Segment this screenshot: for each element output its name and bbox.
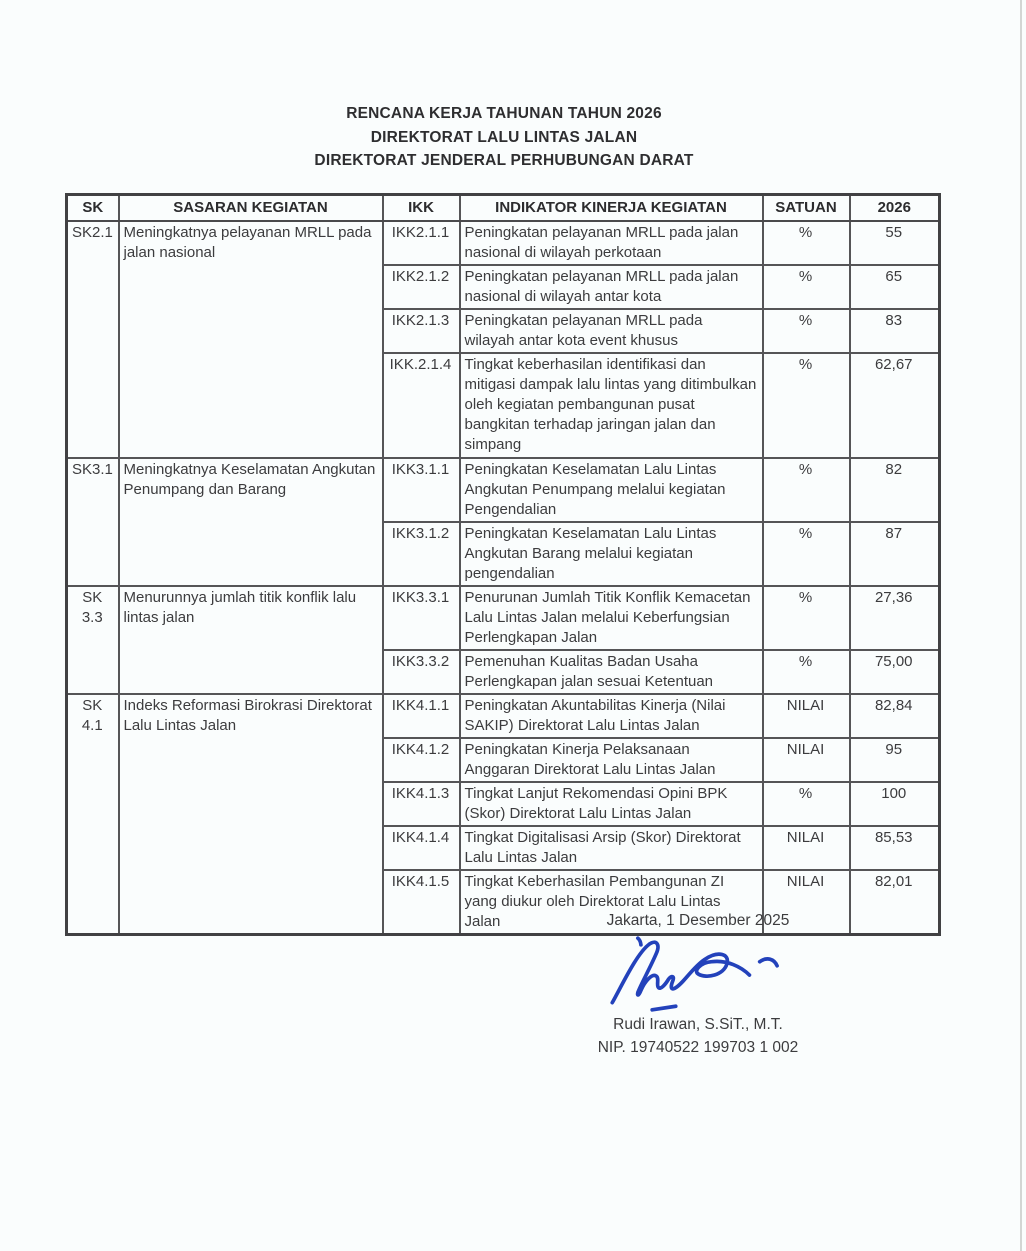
- indikator-cell: Pemenuhan Kualitas Badan Usaha Perlengkapan jalan sesuai Ketentuan: [460, 650, 763, 694]
- ikk-code-cell: IKK4.1.2: [383, 738, 460, 782]
- sk-cell: [67, 694, 119, 935]
- target-cell: 83: [850, 309, 940, 353]
- target-cell: 100: [850, 782, 940, 826]
- target-cell: 75,00: [850, 650, 940, 694]
- sk-cell: [67, 458, 119, 586]
- satuan-cell: %: [763, 522, 850, 586]
- scan-edge-artifact: [1020, 0, 1022, 1251]
- signatory-nip: NIP. 19740522 199703 1 002: [597, 1038, 799, 1056]
- sasaran-cell: Menurunnya jumlah titik konflik lalu lintas jalan: [119, 586, 383, 694]
- indikator-cell: Peningkatan Kinerja Pelaksanaan Anggaran Direktorat Lalu Lintas Jalan: [460, 738, 763, 782]
- indikator-cell: Peningkatan pelayanan MRLL pada wilayah antar kota event khusus: [460, 309, 763, 353]
- sasaran-cell: Meningkatnya Keselamatan Angkutan Penumpang dan Barang: [119, 458, 383, 586]
- document-title: [0, 102, 1008, 173]
- indikator-cell: Tingkat keberhasilan identifikasi dan mitigasi dampak lalu lintas yang ditimbulkan oleh kegiatan pembangunan pusat bangkitan terhadap jaringan jalan dan simpang: [460, 353, 763, 458]
- indikator-cell: Tingkat Digitalisasi Arsip (Skor) Direktorat Lalu Lintas Jalan: [460, 826, 763, 870]
- satuan-cell: NILAI: [763, 826, 850, 870]
- target-cell: 82: [850, 458, 940, 522]
- ikk-code-cell: IKK4.1.4: [383, 826, 460, 870]
- table-row: [67, 221, 940, 265]
- table-header-row: [67, 195, 940, 222]
- ikk-code-cell: IKK3.3.2: [383, 650, 460, 694]
- signatory-name: Rudi Irawan, S.SiT., M.T.: [613, 1016, 783, 1033]
- header-satuan: SATUAN: [763, 195, 850, 222]
- header-year: 2026: [850, 195, 940, 222]
- sk-code: SK3.1: [72, 461, 113, 478]
- target-cell: 95: [850, 738, 940, 782]
- header-sasaran: SASARAN KEGIATAN: [119, 195, 383, 222]
- satuan-cell: %: [763, 458, 850, 522]
- target-cell: 27,36: [850, 586, 940, 650]
- signature-scribble: [606, 931, 811, 1017]
- ikk-code-cell: IKK4.1.5: [383, 870, 460, 935]
- sk-code-line2: 3.3: [81, 609, 103, 626]
- sk-code: SK: [82, 589, 103, 606]
- satuan-cell: NILAI: [763, 694, 850, 738]
- sk-cell: [67, 221, 119, 458]
- sk-code: SK2.1: [72, 224, 113, 241]
- signature-dot: [638, 938, 641, 945]
- satuan-cell: %: [763, 353, 850, 458]
- indikator-cell: Penurunan Jumlah Titik Konflik Kemacetan Lalu Lintas Jalan melalui Keberfungsian Perlengkapan Jalan: [460, 586, 763, 650]
- target-cell: 65: [850, 265, 940, 309]
- indikator-cell: Peningkatan pelayanan MRLL pada jalan nasional di wilayah antar kota: [460, 265, 763, 309]
- indikator-cell: Peningkatan Akuntabilitas Kinerja (Nilai SAKIP) Direktorat Lalu Lintas Jalan: [460, 694, 763, 738]
- sasaran-cell: Indeks Reformasi Birokrasi Direktorat Lalu Lintas Jalan: [119, 694, 383, 935]
- table-row: [67, 586, 940, 650]
- signature-underline: [652, 1006, 676, 1010]
- target-cell: 82,84: [850, 694, 940, 738]
- sk-code: SK: [82, 697, 103, 714]
- ikk-code-cell: IKK2.1.2: [383, 265, 460, 309]
- doc-title-line-1: RENCANA KERJA TAHUNAN TAHUN 2026: [346, 105, 662, 122]
- table-row: [67, 694, 940, 738]
- target-cell: 62,67: [850, 353, 940, 458]
- satuan-cell: %: [763, 309, 850, 353]
- ikk-code-cell: IKK2.1.3: [383, 309, 460, 353]
- target-cell: 85,53: [850, 826, 940, 870]
- satuan-cell: NILAI: [763, 870, 850, 935]
- sasaran-cell: Meningkatnya pelayanan MRLL pada jalan nasional: [119, 221, 383, 458]
- indikator-cell: Tingkat Lanjut Rekomendasi Opini BPK (Skor) Direktorat Lalu Lintas Jalan: [460, 782, 763, 826]
- header-ikk: IKK: [383, 195, 460, 222]
- signature-hook: [760, 959, 777, 966]
- ikk-code-cell: IKK2.1.1: [383, 221, 460, 265]
- target-cell: 87: [850, 522, 940, 586]
- ikk-code-cell: IKK.2.1.4: [383, 353, 460, 458]
- ikk-code-cell: IKK4.1.1: [383, 694, 460, 738]
- satuan-cell: NILAI: [763, 738, 850, 782]
- satuan-cell: %: [763, 221, 850, 265]
- satuan-cell: %: [763, 586, 850, 650]
- indikator-cell: Peningkatan pelayanan MRLL pada jalan nasional di wilayah perkotaan: [460, 221, 763, 265]
- header-indikator: INDIKATOR KINERJA KEGIATAN: [460, 195, 763, 222]
- header-sk: SK: [67, 195, 119, 222]
- satuan-cell: %: [763, 650, 850, 694]
- table-row: [67, 458, 940, 522]
- satuan-cell: %: [763, 265, 850, 309]
- signatory-identity: [528, 1014, 868, 1059]
- indikator-cell: Peningkatan Keselamatan Lalu Lintas Angkutan Penumpang melalui kegiatan Pengendalian: [460, 458, 763, 522]
- signature-place-date: Jakarta, 1 Desember 2025: [606, 912, 790, 929]
- signature-main-stroke: [612, 942, 749, 1002]
- sk-code-line2: 4.1: [81, 717, 103, 734]
- target-cell: 82,01: [850, 870, 940, 935]
- ikk-code-cell: IKK4.1.3: [383, 782, 460, 826]
- ikk-code-cell: IKK3.1.1: [383, 458, 460, 522]
- ikk-code-cell: IKK3.1.2: [383, 522, 460, 586]
- performance-indicator-table: [65, 193, 941, 936]
- indikator-cell: Peningkatan Keselamatan Lalu Lintas Angkutan Barang melalui kegiatan pengendalian: [460, 522, 763, 586]
- doc-title-line-3: DIREKTORAT JENDERAL PERHUBUNGAN DARAT: [314, 152, 694, 169]
- satuan-cell: %: [763, 782, 850, 826]
- ikk-code-cell: IKK3.3.1: [383, 586, 460, 650]
- sk-cell: [67, 586, 119, 694]
- indikator-cell: Tingkat Keberhasilan Pembangunan ZI yang diukur oleh Direktorat Lalu Lintas Jalan: [460, 870, 763, 935]
- doc-title-line-2: DIREKTORAT LALU LINTAS JALAN: [370, 128, 638, 146]
- target-cell: 55: [850, 221, 940, 265]
